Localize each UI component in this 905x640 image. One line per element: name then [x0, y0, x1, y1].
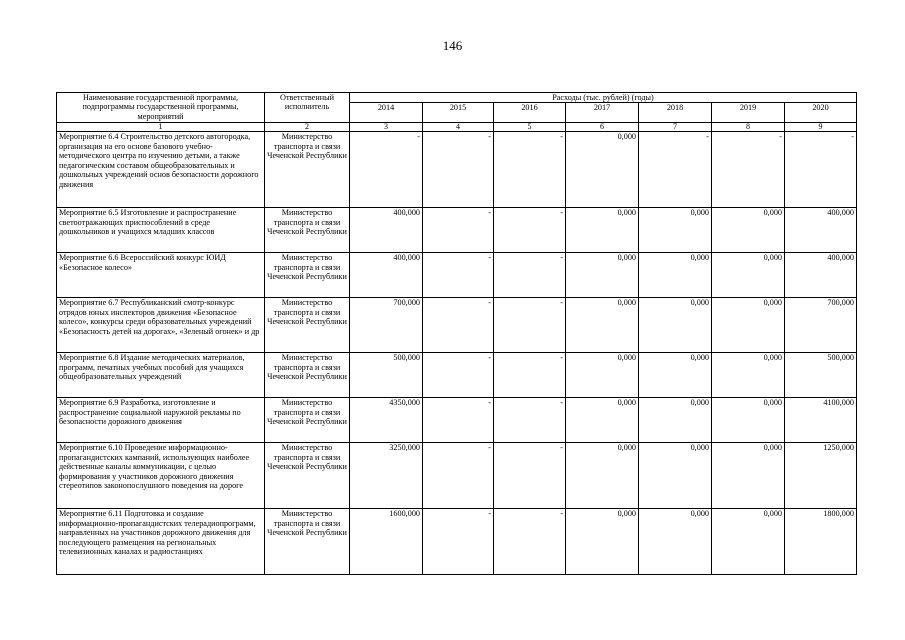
- executor-cell: Министерство транспорта и связи Чеченской Республики: [265, 208, 350, 253]
- value-cell: 700,000: [350, 298, 423, 353]
- column-number: 7: [639, 123, 712, 132]
- value-cell: -: [494, 443, 566, 509]
- header-executor-column: Ответственный исполнитель: [265, 93, 350, 123]
- header-name-column: Наименование государственной программы, подпрограммы государственной программы, мероприятий: [57, 93, 265, 123]
- value-cell: -: [423, 398, 494, 443]
- value-cell: 0,000: [639, 298, 712, 353]
- measure-name: Мероприятие 6.7 Республиканский смотр-конкурс отрядов юных инспекторов движения «Безопасное колесо», конкурсы среди образовательных учреждений «Безопасность детей на дорогах», «Зеленый огонек» и др: [57, 298, 265, 353]
- value-cell: -: [423, 253, 494, 298]
- executor-cell: Министерство транспорта и связи Чеченской Республики: [265, 509, 350, 575]
- value-cell: 0,000: [639, 509, 712, 575]
- value-cell: -: [494, 253, 566, 298]
- executor-cell: Министерство транспорта и связи Чеченской Республики: [265, 253, 350, 298]
- executor-cell: Министерство транспорта и связи Чеченской Республики: [265, 398, 350, 443]
- value-cell: 500,000: [785, 353, 857, 398]
- column-number: 2: [265, 123, 350, 132]
- value-cell: 500,000: [350, 353, 423, 398]
- value-cell: 0,000: [566, 443, 639, 509]
- value-cell: -: [639, 132, 712, 208]
- table-row: [57, 398, 857, 443]
- value-cell: 1250,000: [785, 443, 857, 509]
- value-cell: 0,000: [566, 509, 639, 575]
- value-cell: -: [494, 398, 566, 443]
- measure-name: Мероприятие 6.6 Всероссийский конкурс ЮИД «Безопасное колесо»: [57, 253, 265, 298]
- table-row: [57, 132, 857, 208]
- value-cell: 0,000: [639, 398, 712, 443]
- header-year: 2020: [785, 103, 857, 123]
- value-cell: 0,000: [566, 353, 639, 398]
- value-cell: 0,000: [712, 509, 785, 575]
- value-cell: 0,000: [566, 253, 639, 298]
- table-row: [57, 443, 857, 509]
- executor-cell: Министерство транспорта и связи Чеченской Республики: [265, 353, 350, 398]
- value-cell: -: [494, 132, 566, 208]
- value-cell: -: [712, 132, 785, 208]
- value-cell: 0,000: [566, 132, 639, 208]
- value-cell: 400,000: [785, 253, 857, 298]
- value-cell: -: [494, 353, 566, 398]
- column-number: 4: [423, 123, 494, 132]
- measure-name: Мероприятие 6.8 Издание методических материалов, программ, печатных учебных пособий для учащихся общеобразовательных учреждений: [57, 353, 265, 398]
- value-cell: 0,000: [566, 398, 639, 443]
- value-cell: 0,000: [566, 208, 639, 253]
- value-cell: 400,000: [785, 208, 857, 253]
- executor-cell: Министерство транспорта и связи Чеченской Республики: [265, 132, 350, 208]
- value-cell: 3250,000: [350, 443, 423, 509]
- page-number: 146: [442, 38, 463, 53]
- header-year: 2018: [639, 103, 712, 123]
- value-cell: 1600,000: [350, 509, 423, 575]
- value-cell: -: [423, 132, 494, 208]
- table-row: [57, 253, 857, 298]
- header-year: 2019: [712, 103, 785, 123]
- column-number: 9: [785, 123, 857, 132]
- value-cell: 400,000: [350, 253, 423, 298]
- executor-cell: Министерство транспорта и связи Чеченской Республики: [265, 443, 350, 509]
- value-cell: -: [785, 132, 857, 208]
- value-cell: -: [423, 443, 494, 509]
- table-row: [57, 298, 857, 353]
- value-cell: 0,000: [639, 443, 712, 509]
- budget-table: [56, 92, 857, 575]
- column-numbers-row: [57, 123, 857, 132]
- value-cell: 0,000: [566, 298, 639, 353]
- column-number: 8: [712, 123, 785, 132]
- header-year: 2015: [423, 103, 494, 123]
- value-cell: 0,000: [712, 253, 785, 298]
- value-cell: -: [494, 509, 566, 575]
- measure-name: Мероприятие 6.11 Подготовка и создание информационно-пропагандистских телерадиопрограмм, направленных на участников дорожного движения для последующего размещения на региональных телевизионных каналах и радиостанциях: [57, 509, 265, 575]
- table-row: [57, 509, 857, 575]
- value-cell: 0,000: [639, 208, 712, 253]
- column-number: 5: [494, 123, 566, 132]
- table-row: [57, 353, 857, 398]
- value-cell: 0,000: [639, 353, 712, 398]
- value-cell: 0,000: [712, 443, 785, 509]
- executor-cell: Министерство транспорта и связи Чеченской Республики: [265, 298, 350, 353]
- table-row: [57, 208, 857, 253]
- column-number: 6: [566, 123, 639, 132]
- table-header: [57, 93, 857, 132]
- value-cell: 0,000: [712, 353, 785, 398]
- value-cell: 0,000: [712, 298, 785, 353]
- value-cell: 400,000: [350, 208, 423, 253]
- measure-name: Мероприятие 6.10 Проведение информационно-пропагандистских кампаний, использующих наиболее действенные каналы коммуникации, с целью формирования у участников дорожного движения стереотипов законопослушного поведения на дороге: [57, 443, 265, 509]
- value-cell: -: [423, 298, 494, 353]
- value-cell: 1800,000: [785, 509, 857, 575]
- header-year: 2017: [566, 103, 639, 123]
- value-cell: -: [423, 509, 494, 575]
- column-number: 1: [57, 123, 265, 132]
- value-cell: 0,000: [639, 253, 712, 298]
- value-cell: 0,000: [712, 398, 785, 443]
- value-cell: -: [423, 208, 494, 253]
- measure-name: Мероприятие 6.9 Разработка, изготовление и распространение социальной наружной рекламы по безопасности дорожного движения: [57, 398, 265, 443]
- header-year: 2014: [350, 103, 423, 123]
- measure-name: Мероприятие 6.5 Изготовление и распространение светоотражающих приспособлений в среде дошкольников и учащихся младших классов: [57, 208, 265, 253]
- column-number: 3: [350, 123, 423, 132]
- value-cell: -: [350, 132, 423, 208]
- value-cell: -: [494, 298, 566, 353]
- measure-name: Мероприятие 6.4 Строительство детского автогородка, организация на его основе базового учебно-методического центра по изучению детьми, а также педагогическим составом общеобразовательных и дошкольных учреждений основ безопасности дорожного движения: [57, 132, 265, 208]
- table-body: [57, 132, 857, 575]
- header-expenses-column: Расходы (тыс. рублей) (годы): [350, 93, 857, 103]
- value-cell: 4100,000: [785, 398, 857, 443]
- value-cell: 0,000: [712, 208, 785, 253]
- value-cell: -: [423, 353, 494, 398]
- value-cell: -: [494, 208, 566, 253]
- header-year: 2016: [494, 103, 566, 123]
- value-cell: 700,000: [785, 298, 857, 353]
- value-cell: 4350,000: [350, 398, 423, 443]
